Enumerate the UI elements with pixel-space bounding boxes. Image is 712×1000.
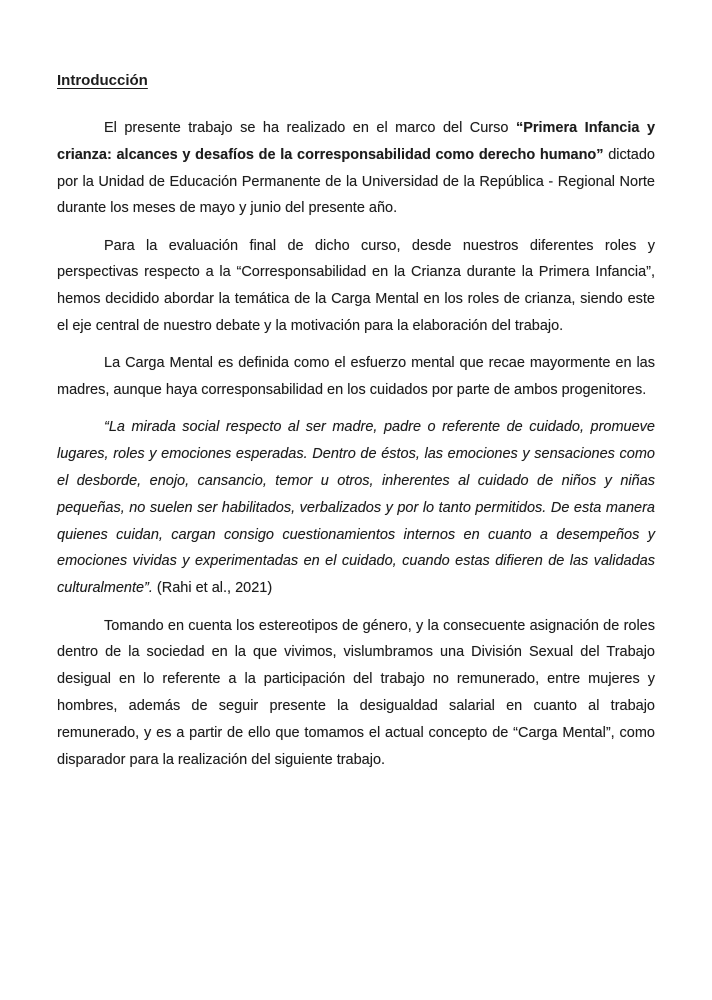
text-segment: Para la evaluación final de dicho curso, desde nuestros diferentes roles y perspectivas respecto a la “Corresponsabilidad en la Crianza durante la Primera Infancia”, hemos decidido abordar la temática de la Carga Mental en los roles de crianza, siendo este el eje central de nuestro debate y la motivación para la elaboración del trabajo. — [57, 237, 655, 335]
paragraph-carga-mental-definition — [57, 350, 655, 404]
paragraph-course-evaluation — [57, 233, 655, 340]
text-segment: “Primera Infancia y crianza: alcances y desafíos de la corresponsabilidad como derecho humano” — [57, 120, 656, 163]
paragraph-quote — [57, 414, 655, 602]
text-segment: dictado por la Unidad de Educación Permanente de la Universidad de la República - Regional Norte durante los meses de mayo y junio del presente año. — [57, 146, 655, 217]
text-segment: “La mirada social respecto al ser madre, padre o referente de cuidado, promueve lugares, roles y emociones esperadas. Dentro de éstos, las emociones y sensaciones como el desborde, enojo, cansancio, temor u otros, inherentes al cuidado de niños y niñas pequeñas, no suelen ser habilitados, verbalizados y por lo tanto permitidos. De esta manera quienes cuidan, cargan consigo cuestionamientos internos en cuanto a desempeños y emociones vividas y experimentadas en el cuidado, cuando estas difieren de las validadas culturalmente”. — [57, 419, 655, 597]
paragraph-gender-stereotypes — [57, 613, 655, 774]
paragraph-course-context — [57, 115, 655, 222]
paragraph-container — [57, 115, 655, 773]
text-segment: (Rahi et al., 2021) — [152, 580, 273, 597]
text-segment: El presente trabajo se ha realizado en el marco del Curso — [104, 120, 516, 136]
text-segment: Tomando en cuenta los estereotipos de género, y la consecuente asignación de roles dentro de la sociedad en la que vivimos, vislumbramos una División Sexual del Trabajo desigual en lo referente a la participación del trabajo no remunerado, entre mujeres y hombres, además de seguir presente la desigualdad salarial en cuanto al trabajo remunerado, y es a partir de ello que tomamos el actual concepto de “Carga Mental”, como disparador para la realización del siguiente trabajo. — [57, 617, 655, 768]
text-segment: La Carga Mental es definida como el esfuerzo mental que recae mayormente en las madres, aunque haya corresponsabilidad en los cuidados por parte de ambos progenitores. — [57, 355, 655, 399]
section-heading: Introducción — [57, 72, 148, 89]
